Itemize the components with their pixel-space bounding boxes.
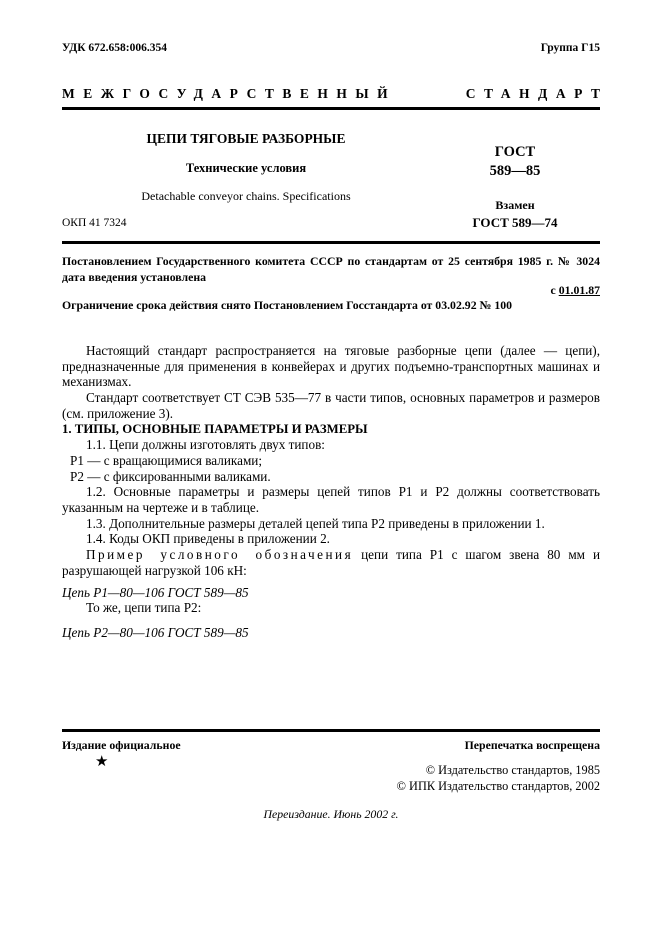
example-intro-rest: цепи типа Р1 с шагом звена 80 мм и разрушающей нагрузкой 106 кН:	[62, 547, 601, 578]
designation-example-1: Цепь Р1—80—106 ГОСТ 589—85	[62, 584, 249, 600]
effective-date: 01.01.87	[558, 283, 600, 297]
okp-code: ОКП 41 7324	[62, 217, 127, 229]
standard-designation	[430, 143, 600, 181]
decree-adoption-text: Постановлением Государственного комитета СССР по стандартам от 25 сентября 1985 г. № 3024 дата введения установлена	[62, 254, 600, 284]
document-body	[62, 343, 600, 641]
clause-1-1: 1.1. Цепи должны изготовлять двух типов:	[86, 437, 325, 453]
standard-kind-word-2: СТАНДАРТ	[465, 86, 609, 101]
classification-row	[62, 0, 600, 54]
title-divider	[62, 241, 600, 244]
same-for-type-p2: То же, цепи типа Р2:	[86, 600, 202, 616]
designation-label: ГОСТ	[494, 144, 536, 160]
page-footer	[62, 729, 600, 822]
designation-number: 589—85	[489, 163, 541, 179]
replaces-designation: ГОСТ 589—74	[472, 215, 558, 230]
reprint-prohibited-label: Перепечатка воспрещена	[464, 738, 600, 752]
conformity-paragraph: Стандарт соответствует СТ СЭВ 535—77 в части типов, основных параметров и размеров (см. приложение 3).	[62, 390, 600, 421]
example-intro-spaced: Пример условного обозначения	[86, 547, 354, 563]
scope-paragraph: Настоящий стандарт распространяется на тяговые разборные цепи (далее — цепи), предназначенные для применения в конвейерах и других подъемно-транспортных машинах и механизмах.	[62, 343, 600, 390]
section-1-heading: 1. ТИПЫ, ОСНОВНЫЕ ПАРАМЕТРЫ И РАЗМЕРЫ	[62, 421, 368, 436]
reissue-note: Переиздание. Июнь 2002 г.	[263, 807, 399, 821]
copyright-line-2: © ИПК Издательство стандартов, 2002	[396, 779, 600, 793]
document-title-english: Detachable conveyor chains. Specifications	[141, 189, 351, 203]
document-title: ЦЕПИ ТЯГОВЫЕ РАЗБОРНЫЕ	[146, 131, 346, 146]
example-intro	[62, 547, 600, 578]
decree-block	[62, 253, 600, 313]
standard-kind-word-1: МЕЖГОСУДАРСТВЕННЫЙ	[62, 86, 397, 101]
copyright-line-1: © Издательство стандартов, 1985	[425, 763, 600, 777]
title-block	[62, 110, 600, 231]
star-icon: ★	[95, 754, 109, 770]
designation-column	[430, 110, 600, 231]
footer-divider	[62, 729, 600, 732]
type-p1-item: Р1 — с вращающимися валиками;	[70, 452, 263, 468]
udk-code: УДК 672.658:006.354	[62, 42, 167, 54]
document-subtitle: Технические условия	[185, 161, 307, 175]
standard-kind-heading	[62, 86, 609, 102]
type-p2-item: Р2 — с фиксированными валиками.	[70, 468, 271, 484]
group-code: Группа Г15	[540, 42, 600, 54]
official-edition-label: Издание официальное	[62, 738, 181, 752]
effective-date-prefix: с	[550, 283, 559, 297]
clause-1-2: 1.2. Основные параметры и размеры цепей типов Р1 и Р2 должны соответствовать указанным на чертеже и в таблице.	[62, 484, 600, 516]
footer-middle-row	[62, 755, 600, 794]
decree-limitation-text: Ограничение срока действия снято Постановлением Госстандарта от 03.02.92 № 100	[62, 298, 513, 312]
title-column	[62, 110, 430, 231]
clause-1-3: 1.3. Дополнительные размеры деталей цепей типа Р2 приведены в приложении 1.	[86, 515, 545, 531]
designation-example-2: Цепь Р2—80—106 ГОСТ 589—85	[62, 624, 249, 640]
copyright-block	[397, 762, 600, 794]
replaces-label: Взамен	[495, 198, 535, 212]
footer-notices-row	[62, 738, 600, 753]
clause-1-4: 1.4. Коды ОКП приведены в приложении 2.	[86, 531, 330, 547]
